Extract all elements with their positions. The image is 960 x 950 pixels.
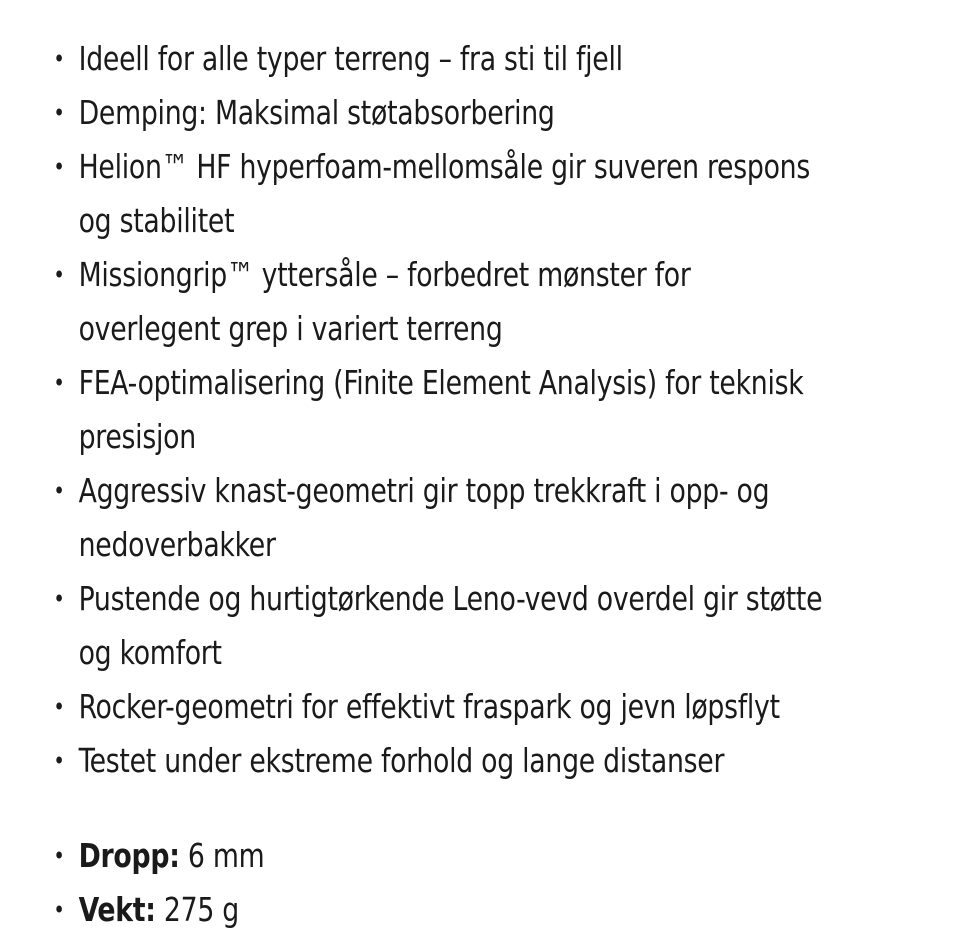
feature-text: Demping: Maksimal støtabsorbering [78,93,555,132]
bullet-icon: • [53,261,65,289]
feature-item-midsole [48,140,840,248]
feature-item-outsole [48,248,840,356]
bullet-icon: • [53,585,65,613]
feature-item-lug-geometry [48,464,840,572]
feature-text: Pustende og hurtigtørkende Leno-vevd overdel gir støtte og komfort [78,579,823,672]
bullet-icon: • [53,45,65,73]
feature-text: Testet under ekstreme forhold og lange distanser [78,741,725,780]
spec-value: 6 mm [179,836,265,875]
bullet-icon: • [53,153,65,181]
bullet-icon: • [53,369,65,397]
bullet-icon: • [53,896,65,924]
feature-text: Helion™ HF hyperfoam-mellomsåle gir suveren respons og stabilitet [78,147,810,240]
bullet-icon: • [53,99,65,127]
feature-text: FEA-optimalisering (Finite Element Analysis) for teknisk presisjon [78,363,804,456]
spec-value: 275 g [155,890,239,929]
feature-text: Aggressiv knast-geometri gir topp trekkraft i opp- og nedoverbakker [78,471,770,564]
feature-item-fea [48,356,840,464]
bullet-icon: • [53,477,65,505]
spec-label: Dropp: [78,836,180,875]
feature-item-tested [48,734,840,788]
feature-text: Ideell for alle typer terreng – fra sti til fjell [78,39,623,78]
feature-item-terrain [48,32,840,86]
spec-item-drop [48,829,840,883]
feature-item-cushioning [48,86,840,140]
feature-item-rocker [48,680,840,734]
bullet-icon: • [53,842,65,870]
feature-list [48,32,928,788]
feature-item-upper [48,572,840,680]
feature-text: Rocker-geometri for effektivt fraspark og jevn løpsflyt [78,687,780,726]
bullet-icon: • [53,693,65,721]
spec-label: Vekt: [78,890,156,929]
spec-item-weight [48,883,840,937]
feature-text: Missiongrip™ yttersåle – forbedret mønster for overlegent grep i variert terreng [78,255,691,348]
spec-list [48,829,928,937]
bullet-icon: • [53,747,65,775]
